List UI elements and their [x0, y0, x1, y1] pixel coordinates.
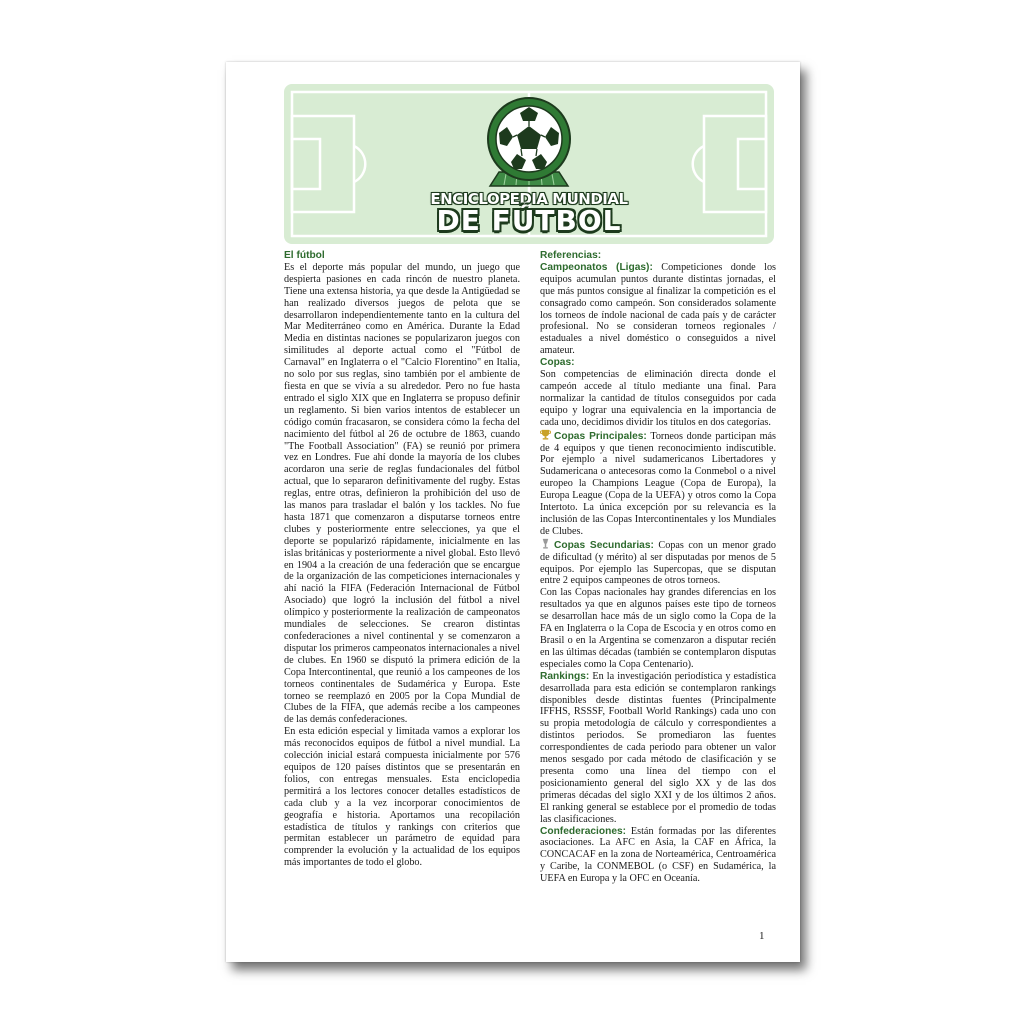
campeonatos-entry [540, 262, 776, 357]
intro-paragraph: Es el deporte más popular del mundo, un juego que despierta pasiones en cada rincón de nuestro planeta. Tiene una extensa historia, ya que desde la Antigüedad se han realizado diversos juegos de pelota que se desarrollaron independientemente tanto en la cultura del Mar Mediterráneo como en América. Durante la Edad Media en distintas naciones se popularizaron juegos con similitudes al deporte actual como el "Fútbol de Carnaval" en Inglaterra o el "Calcio Florentino" en Italia, no solo por sus reglas, sino también por el ambiente de fiesta en que se vivía a su alrededor. Pero no fue hasta entrado el siglo XIX que en Inglaterra se propuso definir un reglamento. Si bien varios intentos de establecer un código común fracasaron, se considera cómo la fecha del nacimiento del fútbol al 26 de octubre de 1863, cuando "The Football Association" (FA) se reunió por primera vez en Londres. Fue ahí donde la mayoría de los clubes acordaron una serie de reglas fundacionales del fútbol actual, que lo separaron definitivamente del rugby. Estas reglas, entre otras, definieron la prohibición del uso de las manos para trasladar el balón y los tackles. No fue hasta 1871 que comenzaron a disputarse torneos entre clubes y posteriormente entre selecciones, ya que el deporte se popularizó rápidamente, inicialmente en las islas británicas y posteriormente a nivel global. Esto llevó en 1904 a la creación de una federación que se encargue de la organización de las competiciones internacionales y ahí nació la FIFA (Federación Internacional de Fútbol Asociado) que logró la inclusión del fútbol a nivel olímpico y posteriormente la realización de campeonatos mundiales de selecciones. Se crearon distintas confederaciones a nivel continental y se comenzaron a disputar los primeros campeonatos internacionales a nivel de clubes. En 1960 se disputó la primera edición de la Copa Intercontinental, que reunió a los campeones de los torneos continentales de Sudamérica y Europa. Este torneo se reemplazó en 2005 por la Copa Mundial de Clubes de la FIFA, que además recibe a los campeones de las demás confederaciones. [284, 261, 520, 726]
campeonatos-label: Campeonatos (Ligas): [540, 261, 653, 273]
edition-paragraph: En esta edición especial y limitada vamos a explorar los más reconocidos equipos de fútbol a nivel mundial. La colección inicial estará compuesta inicialmente por 576 equipos de 120 países distintos que se presentarán en folios, con entregas mensuales. Esta enciclopedia permitirá a los lectores conocer detalles estadísticos de cada club y a la vez incorporar conocimientos de geografía e historia. Aportamos una recopilación estadística de títulos y rankings con criterios que permitan establecer un parámetro de equidad para comprender la evolución y la actualidad de los equipos más importantes de todo el globo. [284, 726, 520, 869]
confederaciones-entry [540, 826, 776, 886]
left-column [284, 250, 520, 869]
encyclopedia-page [226, 62, 800, 962]
logo-title-line2: DE FÚTBOL [436, 204, 622, 237]
gold-cup-icon [540, 429, 551, 440]
section-heading-futbol: El fútbol [284, 250, 325, 261]
soccer-ball-icon [486, 96, 572, 182]
copas-nacionales-text: Con las Copas nacionales hay grandes diferencias en los resultados ya que en algunos países este tipo de torneos se desarrollan hace más de un siglo como la Copa de la FA en Inglaterra o la Copa de Escocia y en otros como en Brasil o en la Argentina se comenzaron a disputar recién en las últimas décadas (también se contemplaron disputas especiales como la Copa Centenario). [540, 587, 776, 670]
copas-secundarias-entry [540, 538, 776, 588]
copas-principales-entry [540, 429, 776, 538]
silver-cup-icon [540, 538, 551, 549]
copas-label: Copas: [540, 357, 575, 369]
rankings-entry [540, 671, 776, 826]
confederaciones-text: Están formadas por las diferentes asociaciones. La AFC en Asia, la CAF en África, la CONCACAF en la zona de Norteamérica, Centroamérica y Caribe, la CONMEBOL (o CSF) en Sudamérica, la UEFA en Europa y la OFC en Oceanía. [540, 825, 776, 885]
copas-principales-label: Copas Principales: [554, 430, 647, 442]
rankings-label: Rankings: [540, 670, 590, 682]
confederaciones-label: Confederaciones: [540, 825, 627, 837]
logo-title-line1: ENCICLOPEDIA MUNDIAL [430, 190, 628, 208]
copas-secundarias-text: Copas con un menor grado de dificultad (y mérito) al ser disputadas por menos de 5 equipos. Por ejemplo las Supercopas, que se disputan entre 2 equipos campeones de otros torneos. [540, 539, 776, 587]
copas-text: Son competencias de eliminación directa donde el campeón accede al título mediante una final. Para normalizar la cantidad de títulos conseguidos por cada equipo y lograr una equivalencia en la importancia de cada uno, decidimos dividir los títulos en dos categorías. [540, 369, 776, 428]
section-heading-referencias: Referencias: [540, 250, 602, 261]
campeonatos-text: Competiciones donde los equipos acumulan puntos durante distintas jornadas, el que más puntos consigue al finalizar la competición es el consagrado como campeón. Son considerados solamente los torneos de índole nacional de cada país y de carácter profesional. No se consideran torneos regionales / estaduales a nivel doméstico o conseguidos a nivel amateur. [540, 261, 777, 357]
right-column [540, 250, 776, 885]
header-banner [284, 84, 774, 244]
page-number: 1 [759, 930, 765, 942]
copas-principales-text: Torneos donde participan más de 4 equipos y que tienen reconocimiento indiscutible. Por ejemplo a nivel sudamericanos Libertadores y Sudamericana o antecesoras como la Conmebol o a nivel europeo la Champions League (Copa de Europa), la Europa League (Copa de la UEFA) y otros como la Copa Intertoto. La única excepción por su relevancia es la inclusión de las Copas Intercontinentales y los Mundiales de Clubes. [540, 430, 777, 537]
rankings-text: En la investigación periodística y estadística desarrollada para esta edición se contemplaron rankings disponibles desde distintas fuentes (Principalmente IFFHS, RSSSF, Football World Rankings) cada uno con su propia metodología de cálculo y correspondientes a distintos periodos. Se promediaron las fuentes correspondientes de cada periodo para obtener un valor menos sesgado por cada método de clasificación y se presenta como una línea del tiempo con el posicionamiento general del siglo XX y de las dos primeras décadas del siglo XXI y de los últimos 2 años. El ranking general se establece por el promedio de todas las clasificaciones. [540, 670, 776, 825]
copas-secundarias-label: Copas Secundarias: [554, 539, 654, 551]
